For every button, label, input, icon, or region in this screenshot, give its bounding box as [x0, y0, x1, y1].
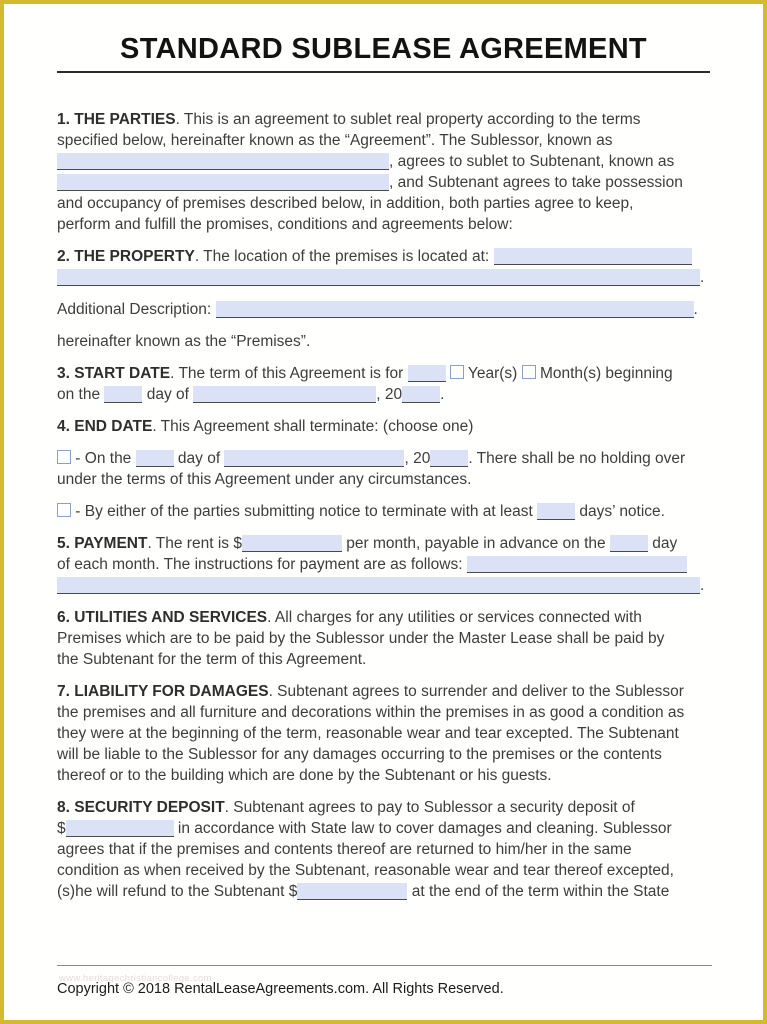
body-text: . [700, 577, 705, 594]
section-heading: 6. UTILITIES AND SERVICES [57, 609, 268, 626]
fill-in-blank-field[interactable] [430, 450, 468, 467]
fill-in-blank-field[interactable] [610, 535, 648, 552]
title-underline [57, 71, 710, 73]
section-heading: 4. END DATE [57, 418, 153, 435]
body-text: of each month. The instructions for payment are as follows: [57, 556, 467, 573]
body-text: Month(s) beginning [535, 365, 673, 382]
watermark-text: www.heritagechristiancollege.com [59, 973, 212, 984]
fill-in-blank-field[interactable] [494, 248, 692, 265]
document-title: STANDARD SUBLEASE AGREEMENT [120, 33, 647, 65]
body-text: , 20 [404, 450, 431, 467]
section-4-end-date [57, 416, 712, 437]
fill-in-blank-field[interactable] [57, 174, 389, 191]
body-text: condition as when received by the Subtenant, reasonable wear and tear thereof excepted, [57, 862, 674, 879]
section-heading: 3. START DATE [57, 365, 171, 382]
checkbox-icon[interactable] [450, 365, 464, 379]
fill-in-blank-field[interactable] [537, 503, 575, 520]
body-text: on the [57, 386, 105, 403]
body-text: days’ notice. [575, 503, 665, 520]
body-text: day [647, 535, 678, 552]
fill-in-blank-field[interactable] [297, 883, 407, 900]
body-text: , agrees to sublet to Subtenant, known as [389, 153, 675, 170]
body-text: thereof or to the building which are done by the Subtenant or his guests. [57, 767, 552, 784]
body-text: $ [57, 820, 66, 837]
fill-in-blank-field[interactable] [224, 450, 404, 467]
body-text: specified below, hereinafter known as the “Agreement”. The Sublessor, known as [57, 132, 613, 149]
body-text: . All charges for any utilities or services connected with [267, 609, 642, 626]
body-text: . [693, 301, 698, 318]
section-heading: 2. THE PROPERTY [57, 248, 195, 265]
body-text: . This Agreement shall terminate: (choose one) [152, 418, 474, 435]
body-text: . The location of the premises is located at: [194, 248, 494, 265]
body-text: at the end of the term within the State [407, 883, 670, 900]
section-2-the-property [57, 246, 712, 288]
fill-in-blank-field[interactable] [193, 386, 376, 403]
section-heading: 5. PAYMENT [57, 535, 148, 552]
fill-in-blank-field[interactable] [66, 820, 174, 837]
checkbox-icon[interactable] [57, 450, 71, 464]
fill-in-blank-field[interactable] [57, 269, 700, 286]
checkbox-icon[interactable] [522, 365, 536, 379]
body-text: . [440, 386, 445, 403]
body-text: , 20 [376, 386, 403, 403]
body-text: . Subtenant agrees to surrender and deliver to the Sublessor [268, 683, 684, 700]
body-text: the premises and all furniture and decorations within the premises in as good a condition as [57, 704, 685, 721]
body-text: day of [173, 450, 225, 467]
body-text: they were at the beginning of the term, reasonable wear and tear excepted. The Subtenant [57, 725, 679, 742]
body-text: . Subtenant agrees to pay to Sublessor a security deposit of [224, 799, 635, 816]
fill-in-blank-field[interactable] [408, 365, 446, 382]
fill-in-blank-field[interactable] [104, 386, 142, 403]
section-1-the-parties [57, 109, 712, 235]
section-7-liability-for-damages [57, 681, 712, 786]
body-text: Additional Description: [57, 301, 216, 318]
body-text: hereinafter known as the “Premises”. [57, 333, 311, 350]
fill-in-blank-field[interactable] [57, 577, 700, 594]
page-footer [57, 965, 712, 997]
body-text: - By either of the parties submitting notice to terminate with at least [71, 503, 538, 520]
body-text: . The rent is $ [147, 535, 242, 552]
body-text: and occupancy of premises described below, in addition, both parties agree to keep, [57, 195, 634, 212]
body-text: day of [142, 386, 194, 403]
body-text: (s)he will refund to the Subtenant $ [57, 883, 298, 900]
body-text: . [700, 269, 705, 286]
fill-in-blank-field[interactable] [402, 386, 440, 403]
body-text: - On the [71, 450, 136, 467]
section-heading: 7. LIABILITY FOR DAMAGES [57, 683, 269, 700]
body-text: will be liable to the Sublessor for any damages occurring to the premises or the contents [57, 746, 662, 763]
body-text: . This is an agreement to sublet real property according to the terms [175, 111, 641, 128]
fill-in-blank-field[interactable] [467, 556, 687, 573]
fill-in-blank-field[interactable] [136, 450, 174, 467]
body-text: perform and fulfill the promises, conditions and agreements below: [57, 216, 513, 233]
section-5-payment [57, 533, 712, 596]
body-text: . The term of this Agreement is for [170, 365, 408, 382]
body-text: in accordance with State law to cover damages and cleaning. Sublessor [173, 820, 672, 837]
section-3-start-date [57, 363, 712, 405]
body-text: . There shall be no holding over [468, 450, 686, 467]
additional-description [57, 299, 712, 320]
body-text: Year(s) [463, 365, 522, 382]
document-body [57, 109, 712, 902]
section-heading: 8. SECURITY DEPOSIT [57, 799, 225, 816]
section-8-security-deposit [57, 797, 712, 902]
section-heading: 1. THE PARTIES [57, 111, 176, 128]
fill-in-blank-field[interactable] [216, 301, 694, 318]
fill-in-blank-field[interactable] [242, 535, 342, 552]
body-text: per month, payable in advance on the [341, 535, 610, 552]
body-text: Premises which are to be paid by the Sublessor under the Master Lease shall be paid by [57, 630, 665, 647]
copyright-text: Copyright © 2018 RentalLeaseAgreements.com. All Rights Reserved. [57, 981, 504, 997]
end-date-option-notice [57, 501, 712, 522]
body-text: agrees that if the premises and contents thereof are returned to him/her in the same [57, 841, 632, 858]
checkbox-icon[interactable] [57, 503, 71, 517]
body-text: under the terms of this Agreement under any circumstances. [57, 471, 472, 488]
fill-in-blank-field[interactable] [57, 153, 389, 170]
end-date-option-fixed-date [57, 448, 712, 490]
footer-divider [57, 965, 712, 966]
section-6-utilities-and-services [57, 607, 712, 670]
body-text: the Subtenant for the term of this Agreement. [57, 651, 367, 668]
premises-clause [57, 331, 712, 352]
body-text: , and Subtenant agrees to take possession [389, 174, 683, 191]
